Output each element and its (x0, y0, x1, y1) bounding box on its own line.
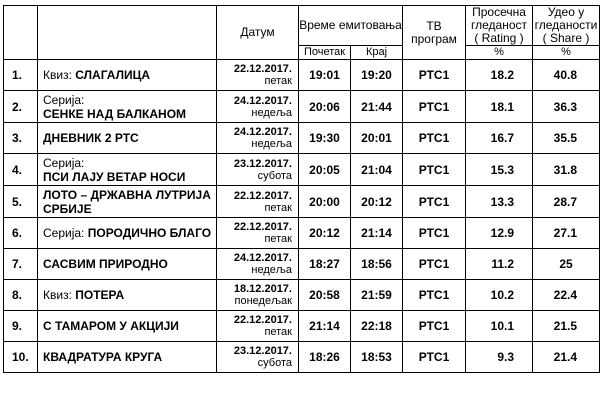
channel: РТС1 (403, 280, 466, 311)
rating-value: 18.1 (466, 91, 533, 123)
show-title: ПОРОДИЧНО БЛАГО (87, 226, 212, 240)
date-cell (217, 249, 299, 280)
channel: РТС1 (403, 218, 466, 249)
start-time: 20:58 (299, 280, 351, 311)
rating-value: 16.7 (466, 123, 533, 154)
date-cell (217, 280, 299, 311)
start-time: 20:00 (299, 186, 351, 218)
show-name-cell (38, 186, 217, 218)
show-name-cell (38, 91, 217, 123)
rating-value: 18.2 (466, 60, 533, 91)
broadcast-date: 22.12.2017. (233, 63, 292, 75)
row-number: 3. (4, 123, 38, 154)
weekday: петак (264, 75, 292, 87)
end-time: 21:44 (351, 91, 403, 123)
weekday: недеља (251, 138, 292, 150)
rating-value: 15.3 (466, 154, 533, 186)
header-pct-share: % (533, 46, 600, 60)
table-row (4, 186, 600, 218)
row-number: 1. (4, 60, 38, 91)
show-name-cell (38, 249, 217, 280)
broadcast-date: 24.12.2017. (233, 94, 292, 107)
rating-value: 12.9 (466, 218, 533, 249)
header-pct-rating: % (466, 46, 533, 60)
table-row (4, 218, 600, 249)
show-name-cell (38, 218, 217, 249)
header-share-l2: гледаности (534, 18, 598, 32)
start-time: 19:30 (299, 123, 351, 154)
rating-value: 10.2 (466, 280, 533, 311)
weekday: петак (264, 326, 292, 338)
row-number: 4. (4, 154, 38, 186)
header-start: Почетак (299, 46, 351, 60)
header-avg-rating (466, 6, 533, 46)
weekday: петак (264, 201, 292, 214)
rating-value: 9.3 (466, 342, 533, 373)
show-title: ПСИ ЛАЈУ ВЕТАР НОСИ (43, 169, 186, 184)
channel: РТС1 (403, 342, 466, 373)
row-number: 7. (4, 249, 38, 280)
header-end: Крај (351, 46, 403, 60)
start-time: 18:27 (299, 249, 351, 280)
weekday: понедељак (234, 295, 292, 307)
weekday: петак (264, 233, 292, 245)
ratings-table (3, 5, 600, 373)
table-row (4, 154, 600, 186)
start-time: 20:05 (299, 154, 351, 186)
share-value: 36.3 (533, 91, 600, 123)
header-avg-rating-l2: гледаност (471, 18, 528, 32)
table-row (4, 342, 600, 373)
channel: РТС1 (403, 311, 466, 342)
header-broadcast-time: Време емитовања (299, 6, 403, 46)
show-category: Квиз: (43, 288, 72, 302)
broadcast-date: 24.12.2017. (233, 126, 292, 138)
show-category: Серија: (43, 155, 85, 170)
show-name-cell (38, 123, 217, 154)
end-time: 18:56 (351, 249, 403, 280)
table-row (4, 60, 600, 91)
header-num (4, 6, 38, 60)
channel: РТС1 (403, 154, 466, 186)
end-time: 22:18 (351, 311, 403, 342)
show-name-cell (38, 311, 217, 342)
show-name-cell (38, 280, 217, 311)
header-tv-program-label: ТВ програм (411, 18, 457, 46)
show-title: САСВИМ ПРИРОДНО (43, 257, 168, 271)
date-cell (217, 342, 299, 373)
start-time: 18:26 (299, 342, 351, 373)
table-row (4, 249, 600, 280)
channel: РТС1 (403, 186, 466, 218)
show-category: Серија: (43, 92, 85, 107)
header-show (38, 6, 217, 60)
rating-value: 11.2 (466, 249, 533, 280)
share-value: 28.7 (533, 186, 600, 218)
end-time: 21:14 (351, 218, 403, 249)
show-name-cell (38, 154, 217, 186)
header-avg-rating-l3: ( Rating ) (474, 31, 524, 45)
broadcast-date: 23.12.2017. (233, 345, 292, 357)
start-time: 19:01 (299, 60, 351, 91)
share-value: 22.4 (533, 280, 600, 311)
row-number: 2. (4, 91, 38, 123)
broadcast-date: 22.12.2017. (233, 189, 292, 202)
share-value: 35.5 (533, 123, 600, 154)
end-time: 20:01 (351, 123, 403, 154)
start-time: 20:06 (299, 91, 351, 123)
broadcast-date: 24.12.2017. (233, 252, 292, 264)
row-number: 10. (4, 342, 38, 373)
header-tv-program (403, 6, 466, 60)
date-cell (217, 311, 299, 342)
show-title: СЛАГАЛИЦА (75, 68, 151, 82)
share-value: 27.1 (533, 218, 600, 249)
header-share (533, 6, 600, 46)
end-time: 21:59 (351, 280, 403, 311)
broadcast-date: 18.12.2017. (233, 283, 292, 295)
date-cell (217, 123, 299, 154)
start-time: 21:14 (299, 311, 351, 342)
row-number: 8. (4, 280, 38, 311)
date-cell (217, 186, 299, 218)
table-row (4, 280, 600, 311)
broadcast-date: 22.12.2017. (233, 314, 292, 326)
end-time: 18:53 (351, 342, 403, 373)
header-share-l3: ( Share ) (542, 31, 590, 45)
show-title: С ТАМАРОМ У АКЦИЈИ (43, 319, 179, 333)
broadcast-date: 23.12.2017. (233, 157, 292, 170)
date-cell (217, 91, 299, 123)
show-title: КВАДРАТУРА КРУГА (43, 350, 163, 364)
rating-value: 13.3 (466, 186, 533, 218)
share-value: 31.8 (533, 154, 600, 186)
show-title: ПОТЕРА (75, 288, 125, 302)
show-category: Серија: (43, 226, 85, 240)
channel: РТС1 (403, 60, 466, 91)
table-row (4, 91, 600, 123)
end-time: 21:04 (351, 154, 403, 186)
end-time: 20:12 (351, 186, 403, 218)
share-value: 21.5 (533, 311, 600, 342)
show-name-cell (38, 60, 217, 91)
share-value: 25 (533, 249, 600, 280)
show-title: ЛОТО – ДРЖАВНА ЛУТРИЈА СРБИЈЕ (43, 187, 211, 216)
channel: РТС1 (403, 123, 466, 154)
broadcast-date: 22.12.2017. (233, 221, 292, 233)
weekday: недеља (251, 264, 292, 276)
channel: РТС1 (403, 249, 466, 280)
header-row (4, 6, 600, 46)
start-time: 20:12 (299, 218, 351, 249)
share-value: 40.8 (533, 60, 600, 91)
weekday: недеља (251, 106, 292, 119)
channel: РТС1 (403, 91, 466, 123)
row-number: 9. (4, 311, 38, 342)
table-row (4, 123, 600, 154)
end-time: 19:20 (351, 60, 403, 91)
show-title: ДНЕВНИК 2 РТС (43, 131, 139, 145)
weekday: субота (257, 357, 292, 369)
date-cell (217, 154, 299, 186)
table-row (4, 311, 600, 342)
row-number: 5. (4, 186, 38, 218)
show-title: СЕНКЕ НАД БАЛКАНОМ (43, 106, 187, 121)
header-date: Датум (217, 6, 299, 60)
row-number: 6. (4, 218, 38, 249)
date-cell (217, 218, 299, 249)
weekday: субота (257, 169, 292, 182)
header-avg-rating-l1: Просечна (472, 5, 526, 19)
date-cell (217, 60, 299, 91)
header-share-l1: Удео у (547, 5, 585, 19)
show-category: Квиз: (43, 68, 72, 82)
show-name-cell (38, 342, 217, 373)
share-value: 21.4 (533, 342, 600, 373)
rating-value: 10.1 (466, 311, 533, 342)
